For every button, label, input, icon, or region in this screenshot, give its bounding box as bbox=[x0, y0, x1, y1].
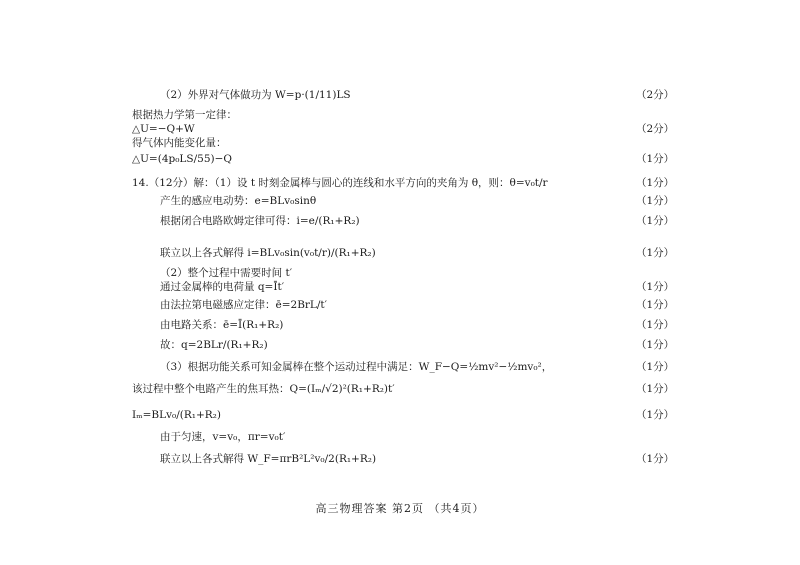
line-text: （3）根据功能关系可知金属棒在整个运动过程中满足：W_F−Q=½mv²−½mv₀²， bbox=[160, 361, 553, 373]
score-label: （1分） bbox=[636, 453, 675, 465]
score-label: （1分） bbox=[636, 339, 675, 351]
line-text: 由于匀速，v=v₀，πr=v₀t′ bbox=[160, 431, 286, 443]
line-text: 故：q=2BLr/(R₁+R₂) bbox=[160, 339, 268, 351]
score-label: （2分） bbox=[636, 123, 675, 135]
line-text: 得气体内能变化量： bbox=[132, 137, 227, 149]
line-text: 14.（12分）解：（1）设 t 时刻金属棒与圆心的连线和水平方向的夹角为 θ，则：θ=v₀t/r bbox=[132, 177, 548, 189]
score-label: （1分） bbox=[636, 153, 675, 165]
line-text: 产生的感应电动势：e=BLv₀sinθ bbox=[160, 195, 317, 207]
line-text: △U=(4p₀LS/55)−Q bbox=[132, 153, 232, 165]
line-text: 根据闭合电路欧姆定律可得：i=e/(R₁+R₂) bbox=[160, 215, 360, 227]
score-label: （1分） bbox=[636, 247, 675, 259]
answer-line bbox=[0, 152, 800, 174]
line-text: △U=−Q+W bbox=[132, 123, 195, 135]
answer-line bbox=[0, 318, 800, 340]
answer-line bbox=[0, 88, 800, 110]
score-label: （2分） bbox=[636, 89, 675, 101]
answer-line bbox=[0, 298, 800, 320]
score-label: （1分） bbox=[636, 383, 675, 395]
page-footer: 高三物理答案 第2页 （共4页） bbox=[315, 502, 485, 515]
score-label: （1分） bbox=[636, 319, 675, 331]
score-label: （1分） bbox=[636, 195, 675, 207]
line-text: 通过金属棒的电荷量 q=Īt′ bbox=[160, 281, 285, 293]
answer-line bbox=[0, 408, 800, 430]
line-text: （2）整个过程中需要时间 t′ bbox=[160, 267, 293, 279]
score-label: （1分） bbox=[636, 281, 675, 293]
score-label: （1分） bbox=[636, 299, 675, 311]
answer-line bbox=[0, 382, 800, 404]
line-text: 根据热力学第一定律： bbox=[132, 109, 237, 121]
answer-line bbox=[0, 246, 800, 268]
answer-line bbox=[0, 360, 800, 382]
answer-line bbox=[0, 452, 800, 474]
line-text: 由电路关系：ē=Ī(R₁+R₂) bbox=[160, 319, 284, 331]
answer-line bbox=[0, 214, 800, 236]
answer-line bbox=[0, 430, 800, 452]
score-label: （1分） bbox=[636, 409, 675, 421]
answer-line bbox=[0, 338, 800, 360]
answer-line bbox=[0, 194, 800, 216]
line-text: 该过程中整个电路产生的焦耳热：Q=(Iₘ/√2)²(R₁+R₂)t′ bbox=[132, 383, 395, 395]
line-text: Iₘ=BLv₀/(R₁+R₂) bbox=[132, 409, 221, 421]
line-text: 联立以上各式解得 i=BLv₀sin(v₀t/r)/(R₁+R₂) bbox=[160, 247, 376, 259]
score-label: （1分） bbox=[636, 361, 675, 373]
score-label: （1分） bbox=[636, 177, 675, 189]
line-text: 由法拉第电磁感应定律：ē=2BrL/t′ bbox=[160, 299, 328, 311]
line-text: （2）外界对气体做功为 W=p·(1/11)LS bbox=[160, 89, 351, 101]
line-text: 联立以上各式解得 W_F=πrB²L²v₀/2(R₁+R₂) bbox=[160, 453, 377, 465]
score-label: （1分） bbox=[636, 215, 675, 227]
